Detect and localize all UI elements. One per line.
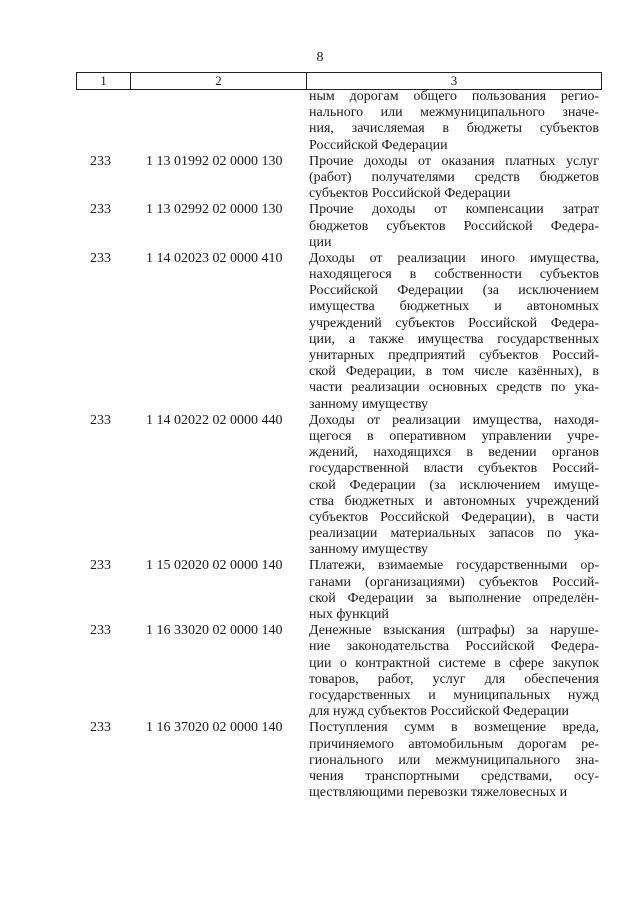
description-line: ции — [309, 234, 332, 250]
description-cell — [309, 623, 599, 720]
budget-code-cell: 1 13 02992 02 0000 130 — [146, 202, 283, 218]
table-row — [76, 623, 600, 720]
description-line: субъектов Российской Федерации), в части — [309, 509, 599, 525]
description-line: нального или межмуниципального значе- — [309, 105, 599, 121]
admin-code-cell: 233 — [90, 153, 111, 169]
description-line: гионального или межмуниципального зна- — [309, 752, 599, 768]
description-line: учреждений субъектов Российской Федера- — [309, 315, 599, 331]
description-line: занному имуществу — [309, 396, 428, 412]
description-line: Доходы от реализации иного имущества, — [309, 250, 599, 266]
description-line: ганами (организациями) субъектов Россий- — [309, 574, 599, 590]
description-line: ции о контрактной системе в сфере закупок — [309, 655, 599, 671]
description-line: ных функций — [309, 607, 389, 622]
table-row — [76, 720, 600, 801]
description-line: субъектов Российской Федерации — [309, 186, 511, 202]
description-line: щегося в оперативном управлении учре- — [309, 428, 599, 444]
admin-code-cell: 233 — [90, 558, 111, 574]
description-line: государственных и муниципальных нужд — [309, 687, 599, 703]
table-body — [76, 89, 600, 801]
admin-code-cell: 233 — [90, 412, 111, 428]
description-line: ния, зачисляемая в бюджеты субъектов — [309, 121, 599, 137]
description-cell — [309, 720, 599, 801]
column-header-2: 2 — [131, 73, 307, 89]
description-line: имущества бюджетных и автономных — [309, 299, 599, 315]
description-line: (работ) получателями средств бюджетов — [309, 169, 599, 185]
admin-code-cell: 233 — [90, 720, 111, 736]
table-row — [76, 154, 600, 203]
description-line: для нужд субъектов Российской Федерации — [309, 704, 569, 720]
admin-code-cell: 233 — [90, 623, 111, 639]
table-row — [76, 558, 600, 623]
description-cell — [309, 154, 599, 203]
table-row — [76, 413, 600, 559]
budget-code-cell: 1 15 02020 02 0000 140 — [146, 558, 283, 574]
description-line: Российской Федерации — [309, 137, 448, 153]
description-line: ществляющими перевозки тяжеловесных и — [309, 785, 568, 801]
description-line: чения транспортными средствами, осу- — [309, 768, 599, 784]
column-header-3: 3 — [450, 73, 458, 88]
description-line: Российской Федерации (за исключением — [309, 283, 599, 299]
description-line: ства бюджетных и автономных учреждений — [309, 493, 599, 509]
description-line: части реализации основных средств по ука- — [309, 380, 599, 396]
description-cell — [309, 89, 599, 154]
description-line: государственной власти субъектов Россий- — [309, 461, 599, 477]
table-row — [76, 202, 600, 251]
description-cell — [309, 251, 599, 413]
description-line: ции, а также имущества государственных — [309, 331, 599, 347]
admin-code-cell: 233 — [90, 202, 111, 218]
description-line: Доходы от реализации имущества, находя- — [309, 412, 599, 428]
description-line: ние законодательства Российской Федера- — [309, 639, 599, 655]
budget-code-cell: 1 16 33020 02 0000 140 — [146, 623, 283, 639]
description-line: причиняемого автомобильным дорогам ре- — [309, 736, 599, 752]
description-line: ской Федерации за выполнение определён- — [309, 590, 599, 606]
description-cell — [309, 202, 599, 251]
admin-code-cell: 233 — [90, 250, 111, 266]
budget-code-cell: 1 14 02023 02 0000 410 — [146, 250, 283, 266]
description-line: реализации материальных запасов по ука- — [309, 526, 599, 542]
description-line: Денежные взыскания (штрафы) за наруше- — [309, 623, 599, 639]
description-cell — [309, 413, 599, 559]
description-line: товаров, работ, услуг для обеспечения — [309, 671, 599, 687]
table-row — [76, 251, 600, 413]
budget-code-cell: 1 13 01992 02 0000 130 — [146, 153, 283, 169]
description-line: Прочие доходы от компенсации затрат — [309, 202, 599, 218]
budget-code-cell: 1 14 02022 02 0000 440 — [146, 412, 283, 428]
table-header — [76, 72, 602, 90]
description-line: ждений, находящихся в ведении органов — [309, 445, 599, 461]
description-line: Прочие доходы от оказания платных услуг — [309, 153, 599, 169]
description-cell — [309, 558, 599, 623]
description-line: Платежи, взимаемые государственными ор- — [309, 558, 599, 574]
page-number: 8 — [316, 50, 324, 65]
description-line: ным дорогам общего пользования регио- — [309, 89, 599, 104]
description-line: Поступления сумм в возмещение вреда, — [309, 720, 599, 736]
description-line: занному имуществу — [309, 542, 428, 558]
description-line: бюджетов субъектов Российской Федера- — [309, 218, 599, 234]
description-line: находящегося в собственности субъектов — [309, 267, 599, 283]
description-line: ской Федерации, в том числе казённых), в — [309, 364, 599, 380]
description-line: ской Федерации (за исключением имуще- — [309, 477, 599, 493]
table-row — [76, 89, 600, 154]
column-header-1: 1 — [77, 73, 131, 89]
budget-code-cell: 1 16 37020 02 0000 140 — [146, 720, 283, 736]
description-line: унитарных предприятий субъектов Россий- — [309, 348, 599, 363]
